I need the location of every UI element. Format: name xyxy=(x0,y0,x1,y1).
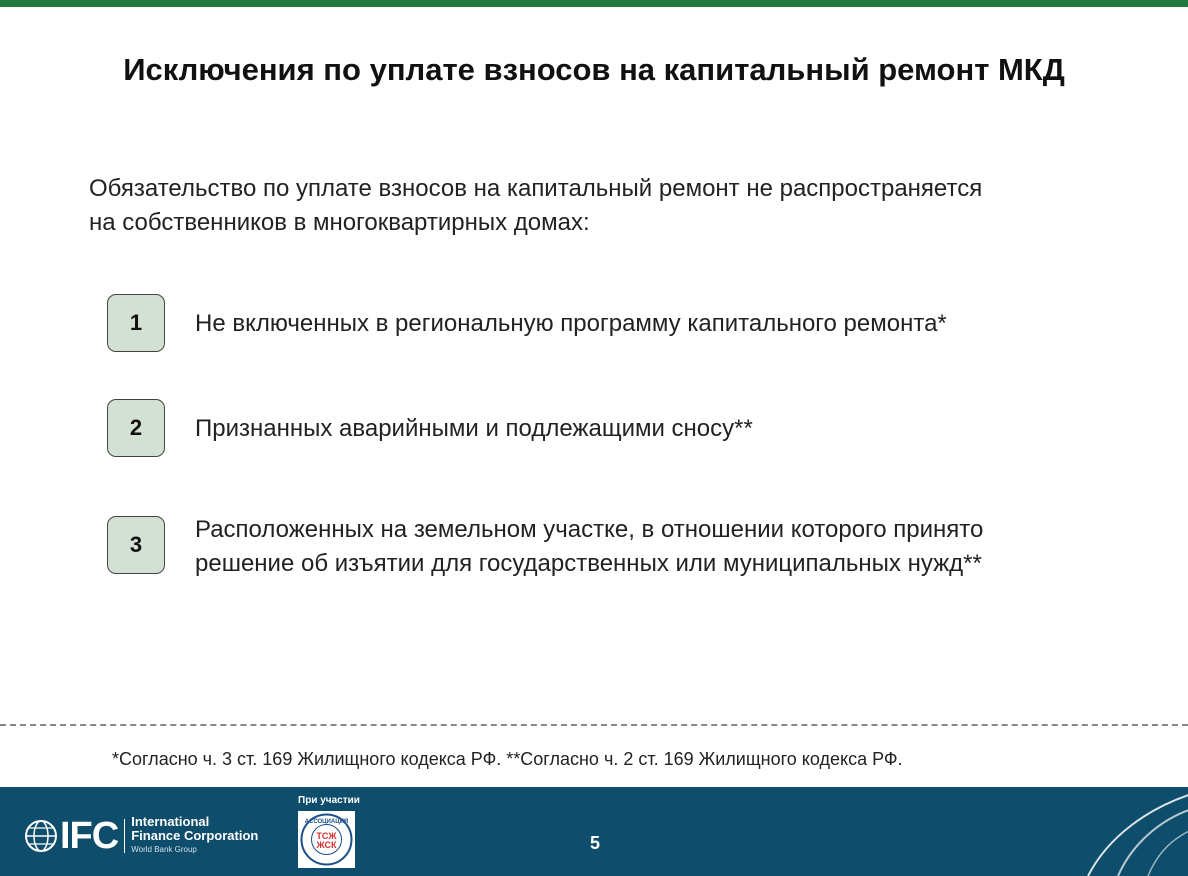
item-text xyxy=(195,513,1095,581)
ifc-names xyxy=(131,815,258,857)
intro-line: Обязательство по уплате взносов на капитальный ремонт не распространяется xyxy=(89,175,983,202)
association-logo-icon xyxy=(298,811,355,868)
item-number-badge: 3 xyxy=(107,516,165,574)
page-number: 5 xyxy=(590,833,601,853)
ifc-letters: IFC xyxy=(60,815,119,857)
item-line: Расположенных на земельном участке, в отношении которого принято xyxy=(195,516,984,543)
item-line: Не включенных в региональную программу капитального ремонта* xyxy=(195,310,947,337)
ifc-name-line: Finance Corporation xyxy=(131,828,259,843)
item-line: Признанных аварийными и подлежащими сносу** xyxy=(195,415,753,442)
partner-ring-text: АССОЦИАЦИЯ xyxy=(304,819,349,825)
item-number-badge: 1 xyxy=(107,294,165,352)
ifc-name-line: International xyxy=(131,814,210,829)
partner-text-bottom: ЖСК xyxy=(316,840,337,850)
item-text xyxy=(195,412,1095,446)
item-number-badge: 2 xyxy=(107,399,165,457)
footnote: *Согласно ч. 3 ст. 169 Жилищного кодекса РФ. **Согласно ч. 2 ст. 169 Жилищного кодекса РФ. xyxy=(112,749,903,769)
footnote-divider xyxy=(0,724,1188,726)
partner-label: При участии xyxy=(298,795,360,806)
ifc-logo xyxy=(24,815,258,857)
slide-title: Исключения по уплате взносов на капитальный ремонт МКД xyxy=(123,52,1065,87)
intro-text xyxy=(89,172,1109,240)
globe-icon xyxy=(24,819,58,853)
item-line: решение об изъятии для государственных или муниципальных нужд** xyxy=(195,550,982,577)
ifc-name-line: World Bank Group xyxy=(131,845,197,854)
decorative-swoosh-icon xyxy=(1048,787,1188,876)
logo-separator xyxy=(124,819,125,853)
item-text xyxy=(195,307,1095,341)
intro-line: на собственников в многоквартирных домах: xyxy=(89,209,590,236)
partner-text-top: ТСЖ xyxy=(316,831,337,841)
top-accent-bar xyxy=(0,0,1188,7)
footer-bar xyxy=(0,787,1188,876)
